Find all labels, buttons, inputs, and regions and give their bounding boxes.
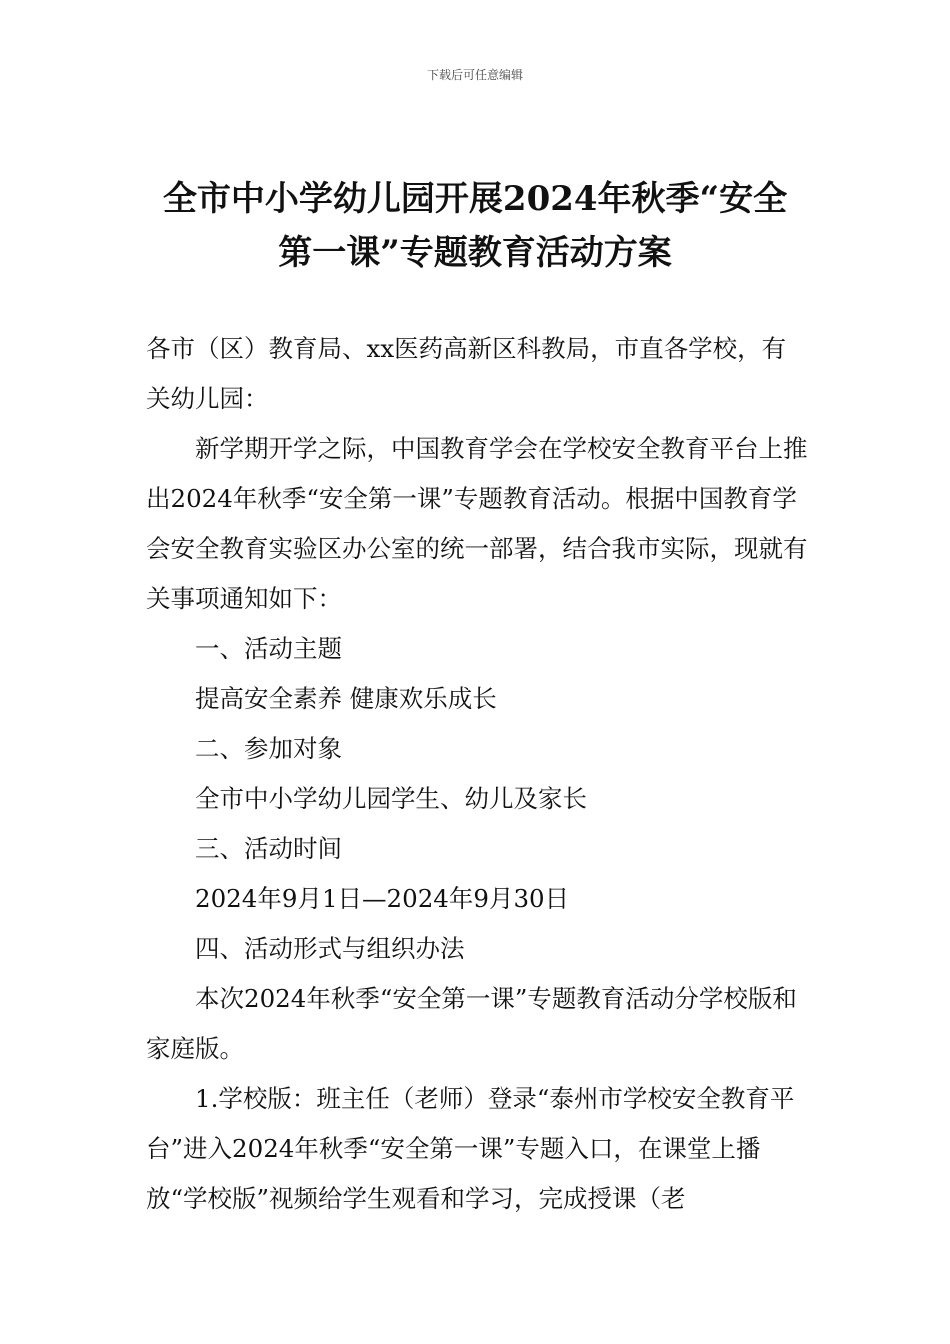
section-heading-theme: 一、活动主题 — [195, 634, 342, 663]
title-line-1: 全市中小学幼儿园开展2024年秋季“安全 — [162, 179, 788, 219]
theme-text: 提高安全素养 健康欢乐成长 — [195, 684, 497, 713]
section-heading-time: 三、活动时间 — [195, 834, 342, 863]
school-version-paragraph: 1.学校版：班主任（老师）登录“泰州市学校安全教育平台”进入2024年秋季“安全第一课”专题入口，在课堂上播放“学校版”视频给学生观看和学习，完成授课（老 — [146, 1084, 795, 1213]
intro-paragraph: 新学期开学之际，中国教育学会在学校安全教育平台上推出2024年秋季“安全第一课”专题教育活动。根据中国教育学会安全教育实验区办公室的统一部署，结合我市实际，现就有关事项通知如下： — [146, 434, 808, 613]
time-text: 2024年9月1日—2024年9月30日 — [195, 884, 570, 913]
page-header-note: 下载后可任意编辑 — [426, 68, 523, 82]
form-paragraph: 本次2024年秋季“安全第一课”专题教育活动分学校版和家庭版。 — [146, 984, 797, 1063]
section-heading-participants: 二、参加对象 — [195, 734, 342, 763]
document-body — [146, 324, 808, 1224]
title-line-2: 第一课”专题教育活动方案 — [278, 233, 672, 273]
section-heading-form: 四、活动形式与组织办法 — [195, 934, 465, 963]
salutation: 各市（区）教育局、xx医药高新区科教局，市直各学校，有关幼儿园： — [146, 334, 787, 413]
document-title — [120, 172, 830, 280]
participants-text: 全市中小学幼儿园学生、幼儿及家长 — [195, 784, 587, 813]
